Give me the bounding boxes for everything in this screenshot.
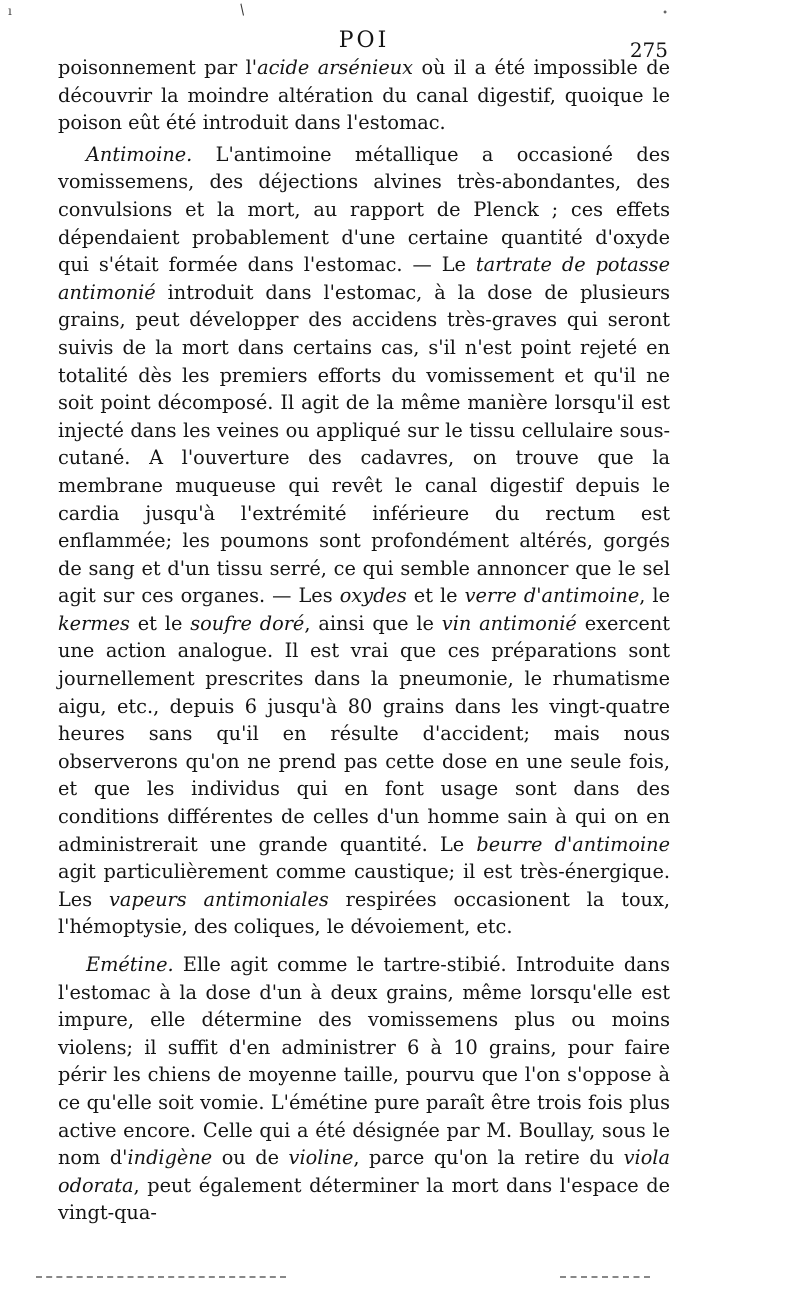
text-run: , peut également déterminer la mort dans l'espace de vingt-qua- bbox=[58, 1173, 670, 1225]
italic-term: kermes bbox=[58, 611, 130, 635]
ink-dot: • bbox=[662, 8, 668, 19]
text-run: et le bbox=[406, 584, 465, 608]
paragraph-antimoine bbox=[58, 141, 670, 941]
italic-term: oxydes bbox=[339, 584, 407, 608]
running-head: POI bbox=[338, 28, 390, 53]
italic-term: beurre d'antimoine bbox=[476, 832, 670, 856]
text-run: , ainsi que le bbox=[304, 611, 442, 635]
italic-term: acide arsénieux bbox=[257, 56, 414, 79]
text-run: agit particulièrement comme caustique; il est très-énergique. Les bbox=[58, 860, 670, 911]
page-number: 275 bbox=[629, 38, 668, 62]
entry-heading: Emétine. bbox=[86, 953, 174, 976]
italic-term: indigène bbox=[127, 1146, 213, 1170]
footer-print-artifact bbox=[36, 1276, 286, 1278]
text-run: poisonnement par l' bbox=[58, 56, 258, 79]
text-run: L'antimoine métallique a occasioné des vomissemens, des déjections alvines très-abondantes, des convulsions et la mort, au rapport de Plenck ; ces effets dépendaient probablement d'une certaine quantité d'oxyde qui s'était formée dans l'estomac. — Le bbox=[58, 142, 670, 277]
text-run: ou de bbox=[212, 1146, 289, 1170]
margin-mark: ı bbox=[8, 4, 12, 18]
italic-term: violine bbox=[288, 1146, 354, 1170]
text-run: et le bbox=[129, 611, 191, 635]
text-run: Elle agit comme le tartre-stibié. Introduite dans l'estomac à la dose d'un à deux grains, même lorsqu'elle est impure, elle détermine des vomissemens plus ou moins violens; il suffit d'en administrer 6 à 10 grains, pour faire périr les chiens de moyenne taille, pourvu que l'on s'oppose à ce qu'elle soit vomie. L'émétine pure paraît être trois fois plus active encore. Celle qui a été désignée par M. Boullay, sous le nom d' bbox=[58, 953, 670, 1170]
entry-heading: Antimoine. bbox=[86, 142, 193, 166]
footer-print-artifact bbox=[560, 1276, 650, 1278]
text-run: , parce qu'on la retire du bbox=[353, 1146, 624, 1170]
text-run: respirées occasionent la toux, l'hémoptysie, des coliques, le dévoiement, etc. bbox=[58, 887, 670, 939]
italic-term: viola odorata bbox=[58, 1146, 670, 1197]
italic-term: vin antimonié bbox=[441, 611, 577, 635]
text-run: exercent une action analogue. Il est vrai que ces préparations sont journellement prescrites dans la pneumonie, le rhumatisme aigu, etc., depuis 6 jusqu'à 80 grains dans les vingt-quatre heures sans qu'il en résulte d'accident; mais nous observerons qu'on ne prend pas cette dose en une seule fois, et que les individus qui en font usage sont dans des conditions différentes de celles d'un homme sain à qui on en administrerait une grande quantité. Le bbox=[58, 611, 671, 856]
text-run: introduit dans l'estomac, à la dose de plusieurs grains, peut développer des accidens très-graves qui seront suivis de la mort dans certains cas, s'il n'est point rejeté en totalité dès les premiers efforts du vomissement et qu'il ne soit point décomposé. Il agit de la même manière lorsqu'il est injecté dans les veines ou appliqué sur le tissu cellulaire sous-cutané. A l'ouverture des cadavres, on trouve que la membrane muqueuse qui revêt le canal digestif depuis le cardia jusqu'à l'extrémité inférieure du rectum est enflammée; les poumons sont profondément altérés, gorgés de sang et d'un tissu serré, ce qui semble annoncer que le sel agit sur ces organes. — Les bbox=[58, 280, 670, 608]
italic-term: verre d'antimoine bbox=[464, 584, 640, 608]
italic-term: vapeurs antimoniales bbox=[108, 887, 329, 911]
ink-stroke: / bbox=[236, 1, 249, 19]
italic-term: tartrate de potasse antimonié bbox=[58, 253, 670, 304]
italic-term: soufre doré bbox=[190, 611, 305, 635]
paragraph-continuation bbox=[58, 54, 670, 137]
text-run: où il a été impossible de découvrir la moindre altération du canal digestif, quoique le poison eût été introduit dans l'estomac. bbox=[58, 56, 670, 135]
body-text bbox=[58, 54, 670, 1227]
paragraph-emetine bbox=[58, 951, 670, 1227]
text-run: , le bbox=[639, 584, 671, 608]
